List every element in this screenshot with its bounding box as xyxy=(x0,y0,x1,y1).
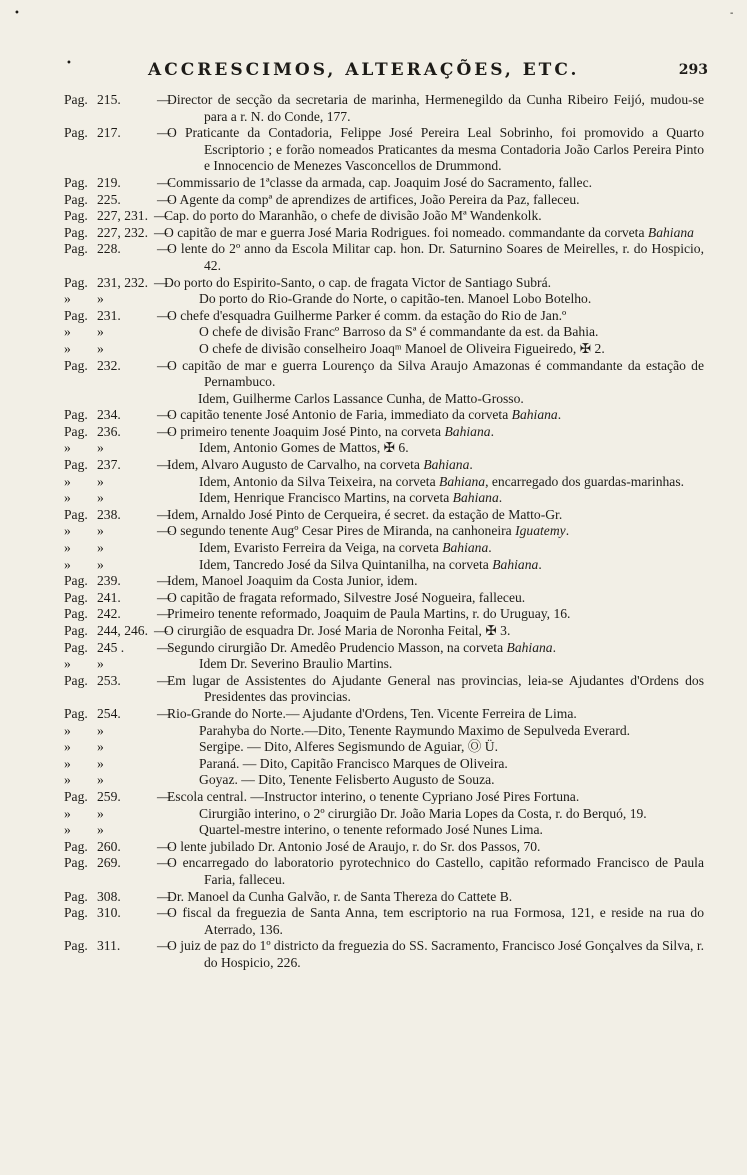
ship-name: Iguatemy xyxy=(515,523,566,539)
page-reference: » xyxy=(97,822,104,838)
entry-text: Do porto do Espirito-Santo, o cap. de fragata Victor de Santiago Subrá. xyxy=(163,274,552,290)
ship-name: Bahiana xyxy=(442,540,489,556)
entry-label: » xyxy=(64,523,71,539)
entry-row xyxy=(64,490,704,507)
entry-row xyxy=(64,822,704,839)
entry-text: O primeiro tenente Joaquim José Pinto, na corveta Bahiana. xyxy=(167,423,494,439)
entry-text: O juiz de paz do 1º districto da freguezia do SS. Sacramento, Francisco José Gonçalves da Silva, r. do Hospicio, 226. xyxy=(167,938,704,970)
entry-row xyxy=(64,225,704,242)
entry-text: Goyaz. — Dito, Tenente Felisberto Augusto de Souza. xyxy=(199,772,495,788)
entry-dash: — xyxy=(157,938,171,954)
entry-row xyxy=(64,175,704,192)
entry-text: Idem, Evaristo Ferreira da Veiga, na corveta Bahiana. xyxy=(199,540,492,556)
entry-dash: — xyxy=(157,241,171,257)
page-reference: 238. xyxy=(97,506,121,522)
page-reference: 245 . xyxy=(97,639,125,655)
page-title: ACCRESCIMOS, ALTERAÇÕES, ETC. xyxy=(148,60,580,80)
entry-text: O cirurgião de esquadra Dr. José Maria de Noronha Feital, ✠ 3. xyxy=(163,623,511,638)
page-number: 293 xyxy=(678,62,708,78)
page-reference: 308. xyxy=(97,888,121,904)
page-reference: » xyxy=(97,805,104,821)
entry-row xyxy=(64,507,704,524)
entry-label: » xyxy=(64,291,71,307)
page-reference: 269. xyxy=(97,855,121,871)
entry-row xyxy=(64,623,704,640)
entry-dash: — xyxy=(157,639,171,655)
page-reference: 219. xyxy=(97,174,121,190)
entry-dash: — xyxy=(157,407,171,423)
entry-dash: — xyxy=(157,457,171,473)
entry-text: Idem, Manoel Joaquim da Costa Junior, idem. xyxy=(167,573,418,589)
entry-dash: — xyxy=(157,672,171,688)
entry-label: » xyxy=(64,805,71,821)
entry-label: » xyxy=(64,490,71,506)
page-reference: » xyxy=(97,523,104,539)
page-reference: » xyxy=(97,490,104,506)
running-header xyxy=(148,60,708,88)
entry-text: O capitão tenente José Antonio de Faria, immediato da corveta Bahiana. xyxy=(167,407,562,423)
entry-row xyxy=(64,573,704,590)
entry-label: Pag. xyxy=(64,125,88,141)
page-reference: » xyxy=(97,324,104,340)
entry-row xyxy=(64,308,704,325)
entry-label: Pag. xyxy=(64,606,88,622)
page-reference: 253. xyxy=(97,672,121,688)
entry-text: O Agente da compª de aprendizes de artifices, João Pereira da Paz, falleceu. xyxy=(167,191,580,207)
entry-row xyxy=(64,806,704,823)
entry-label: Pag. xyxy=(64,92,88,107)
entry-text: Cap. do porto do Maranhão, o chefe de divisão João Mª Wandenkolk. xyxy=(163,208,542,224)
entry-label: Pag. xyxy=(64,573,88,589)
entry-label: Pag. xyxy=(64,623,88,638)
page-reference: 234. xyxy=(97,407,121,423)
entry-label: Pag. xyxy=(64,423,88,439)
page-reference: 232. xyxy=(97,357,121,373)
entry-row xyxy=(64,606,704,623)
entry-label: » xyxy=(64,772,71,788)
entry-row xyxy=(64,208,704,225)
entry-row xyxy=(64,241,704,274)
entry-dash: — xyxy=(153,274,168,290)
entry-row xyxy=(64,291,704,308)
entry-text: Commissario de 1ªclasse da armada, cap. Joaquim José do Sacramento, fallec. xyxy=(167,174,593,190)
entry-row xyxy=(64,905,704,938)
entry-label: Pag. xyxy=(64,307,88,323)
corner-mark: • xyxy=(66,58,72,69)
entry-dash: — xyxy=(153,224,168,240)
entry-row xyxy=(64,723,704,740)
entry-row xyxy=(64,457,704,474)
entry-label: Pag. xyxy=(64,705,88,721)
entry-row xyxy=(64,424,704,441)
page-reference: 242. xyxy=(97,606,121,622)
entry-dash: — xyxy=(157,191,171,207)
entry-text: Idem, Henrique Francisco Martins, na corveta Bahiana. xyxy=(199,490,503,506)
entry-label: » xyxy=(64,473,71,489)
page-reference: 259. xyxy=(97,788,121,804)
entry-text: Do porto do Rio-Grande do Norte, o capitão-ten. Manoel Lobo Botelho. xyxy=(199,291,592,307)
page-reference: 228. xyxy=(97,241,121,257)
page-reference: 239. xyxy=(97,573,121,589)
entry-row xyxy=(64,772,704,789)
entry-text: Idem, Antonio Gomes de Mattos, ✠ 6. xyxy=(199,440,409,456)
entry-text: Rio-Grande do Norte.— Ajudante d'Ordens, Ten. Vicente Ferreira de Lima. xyxy=(167,705,577,721)
entry-text: O segundo tenente Augº Cesar Pires de Miranda, na canhoneira Iguatemy. xyxy=(167,523,570,539)
entry-text: Quartel-mestre interino, o tenente reformado José Nunes Lima. xyxy=(199,822,543,838)
entry-label: » xyxy=(64,340,71,356)
ship-name: Bahiana xyxy=(444,423,491,439)
entry-dash: — xyxy=(157,788,171,804)
entry-text: O chefe de divisão conselheiro Joaqᵐ Manoel de Oliveira Figueiredo, ✠ 2. xyxy=(199,340,605,356)
page-reference: » xyxy=(97,291,104,307)
entry-label: » xyxy=(64,324,71,340)
entry-text: O capitão de mar e guerra José Maria Rodrigues. foi nomeado. commandante da corveta Bahiana xyxy=(163,224,694,240)
entry-label: Pag. xyxy=(64,639,88,655)
entry-label: Pag. xyxy=(64,905,88,921)
page-reference: 237. xyxy=(97,457,121,473)
page-reference: 231, 232. xyxy=(97,274,148,290)
entry-row xyxy=(64,324,704,341)
entry-label: Pag. xyxy=(64,174,88,190)
entry-label: » xyxy=(64,755,71,771)
entry-label: » xyxy=(64,556,71,572)
entry-dash: — xyxy=(157,307,171,323)
page-reference: 231. xyxy=(97,307,121,323)
entry-label: Pag. xyxy=(64,191,88,207)
entry-dash: — xyxy=(153,208,168,224)
entry-text: O chefe de divisão Francº Barroso da Sª é commandante da est. da Bahia. xyxy=(199,324,599,340)
page-reference: » xyxy=(97,540,104,556)
entry-label: Pag. xyxy=(64,457,88,473)
entry-dash: — xyxy=(157,573,171,589)
entry-text: O Praticante da Contadoria, Felippe José Pereira Leal Sobrinho, foi promovido a Quarto Escriptorio ; e forão nomeados Praticantes da mesma Contadoria João Carlos Pereira Pinto e Innocencio de Menezes Vasconcellos de Drummond. xyxy=(167,125,704,174)
entry-text: Idem, Arnaldo José Pinto de Cerqueira, é secret. da estação de Matto-Gr. xyxy=(167,506,563,522)
page-reference: » xyxy=(97,739,104,755)
entry-dash: — xyxy=(157,705,171,721)
entry-label: Pag. xyxy=(64,855,88,871)
entry-row xyxy=(64,275,704,292)
entry-dash: — xyxy=(157,174,171,190)
entry-row xyxy=(64,938,704,971)
entry-label: » xyxy=(64,656,71,672)
entry-list xyxy=(64,92,704,971)
page-reference: 311. xyxy=(97,938,121,954)
page-reference: » xyxy=(97,340,104,356)
ship-name: Bahiana xyxy=(511,407,558,423)
entry-text: O fiscal da freguezia de Santa Anna, tem escriptorio na rua Formosa, 121, e reside na rua do Aterrado, 136. xyxy=(167,905,704,937)
entry-text: Primeiro tenente reformado, Joaquim de Paula Martins, r. do Uruguay, 16. xyxy=(167,606,571,622)
ship-name: Bahiana xyxy=(452,490,499,506)
entry-row xyxy=(64,341,704,358)
entry-text: Idem, Guilherme Carlos Lassance Cunha, de Matto-Grosso. xyxy=(198,390,524,406)
entry-label: Pag. xyxy=(64,888,88,904)
page-reference: 225. xyxy=(97,191,121,207)
ship-name: Bahiana xyxy=(492,556,539,572)
page-reference: 244, 246. xyxy=(97,623,148,638)
entry-row xyxy=(64,839,704,856)
entry-label: » xyxy=(64,440,71,456)
page-reference: » xyxy=(97,722,104,738)
entry-row xyxy=(64,540,704,557)
entry-text: Dr. Manoel da Cunha Galvão, r. de Santa Thereza do Cattete B. xyxy=(167,888,513,904)
entry-dash: — xyxy=(157,506,171,522)
entry-dash: — xyxy=(157,838,171,854)
entry-label: Pag. xyxy=(64,274,88,290)
entry-dash: — xyxy=(157,888,171,904)
entry-text: Segundo cirurgião Dr. Amedêo Prudencio Masson, na corveta Bahiana. xyxy=(167,639,557,655)
entry-row xyxy=(64,192,704,209)
page-reference: 260. xyxy=(97,838,121,854)
page-reference: 241. xyxy=(97,589,121,605)
page-reference: » xyxy=(97,755,104,771)
page-reference: » xyxy=(97,556,104,572)
entry-row xyxy=(64,440,704,457)
ship-name: Bahiana xyxy=(439,473,486,489)
entry-row xyxy=(64,640,704,657)
entry-row xyxy=(64,407,704,424)
entry-text: Em lugar de Assistentes do Ajudante General nas provincias, leia-se Ajudantes d'Ordens dos Presidentes das provincias. xyxy=(167,672,704,705)
entry-dash: — xyxy=(157,92,171,107)
entry-label: » xyxy=(64,540,71,556)
entry-row xyxy=(64,590,704,607)
entry-label: Pag. xyxy=(64,208,88,224)
entry-text: Paraná. — Dito, Capitão Francisco Marques de Oliveira. xyxy=(199,755,508,771)
entry-row xyxy=(64,756,704,773)
entry-text: O chefe d'esquadra Guilherme Parker é comm. da estação do Rio de Jan.º xyxy=(167,307,567,323)
entry-label: Pag. xyxy=(64,357,88,373)
entry-row xyxy=(64,739,704,756)
entry-row xyxy=(64,92,704,125)
ship-name: Bahiana xyxy=(506,639,553,655)
entry-dash: — xyxy=(157,855,171,871)
corner-mark: • xyxy=(14,8,20,19)
entry-dash: — xyxy=(153,623,168,638)
entry-dash: — xyxy=(157,589,171,605)
corner-mark: - xyxy=(730,8,734,19)
entry-row xyxy=(64,474,704,491)
entry-label: Pag. xyxy=(64,407,88,423)
entry-label: » xyxy=(64,822,71,838)
entry-label: Pag. xyxy=(64,506,88,522)
entry-row xyxy=(64,358,704,391)
page-reference: 227, 232. xyxy=(97,224,148,240)
entry-text: Sergipe. — Dito, Alferes Segismundo de Aguiar, Ⓞ Ü. xyxy=(199,739,498,755)
entry-label: Pag. xyxy=(64,938,88,954)
entry-dash: — xyxy=(157,125,171,141)
page-reference: 215. xyxy=(97,92,121,107)
entry-dash: — xyxy=(157,606,171,622)
page-reference: » xyxy=(97,656,104,672)
entry-text: O encarregado do laboratorio pyrotechnico do Castello, capitão reformado Francisco de Paula Faria, falleceu. xyxy=(167,855,704,887)
page-reference: » xyxy=(97,440,104,456)
entry-label: Pag. xyxy=(64,589,88,605)
ship-name: Bahiana xyxy=(423,457,470,473)
entry-row xyxy=(64,889,704,906)
entry-row xyxy=(64,523,704,540)
entry-label: Pag. xyxy=(64,224,88,240)
entry-row xyxy=(64,673,704,706)
entry-text: Idem, Tancredo José da Silva Quintanilha, na corveta Bahiana. xyxy=(199,556,542,572)
entry-label: Pag. xyxy=(64,672,88,688)
entry-row xyxy=(64,125,704,175)
entry-text: Parahyba do Norte.—Dito, Tenente Raymundo Maximo de Sepulveda Everard. xyxy=(199,722,631,738)
entry-dash: — xyxy=(157,357,171,373)
entry-dash: — xyxy=(157,423,171,439)
entry-text: O capitão de fragata reformado, Silvestre José Nogueira, falleceu. xyxy=(167,589,526,605)
entry-label: Pag. xyxy=(64,241,88,257)
page-reference: 254. xyxy=(97,705,121,721)
entry-text: O capitão de mar e guerra Lourenço da Silva Araujo Amazonas é commandante da estação de Pernambuco. xyxy=(167,357,704,390)
entry-text: Idem Dr. Severino Braulio Martins. xyxy=(199,656,393,672)
entry-label: Pag. xyxy=(64,788,88,804)
entry-text: Escola central. —Instructor interino, o tenente Cypriano José Pires Fortuna. xyxy=(167,788,580,804)
page-reference: 310. xyxy=(97,905,121,921)
entry-label: » xyxy=(64,739,71,755)
page-reference: 236. xyxy=(97,423,121,439)
entry-label: Pag. xyxy=(64,838,88,854)
page-reference: 217. xyxy=(97,125,121,141)
ship-name: Bahiana xyxy=(647,224,694,240)
entry-text: Cirurgião interino, o 2º cirurgião Dr. João Maria Lopes da Costa, r. do Berquó, 19. xyxy=(199,805,647,821)
entry-row xyxy=(64,656,704,673)
entry-text: O lente do 2º anno da Escola Militar cap. hon. Dr. Saturnino Soares de Meirelles, r. do Hospicio, 42. xyxy=(167,241,704,273)
entry-text: Idem, Antonio da Silva Teixeira, na corveta Bahiana, encarregado dos guardas-marinhas. xyxy=(199,473,685,489)
page-reference: 227, 231. xyxy=(97,208,148,224)
entry-row xyxy=(64,789,704,806)
entry-row xyxy=(64,557,704,574)
page-reference: » xyxy=(97,473,104,489)
entry-dash: — xyxy=(157,905,171,921)
entry-row xyxy=(64,706,704,723)
entry-row xyxy=(64,391,704,408)
entry-text: Director de secção da secretaria de marinha, Hermenegildo da Cunha Ribeiro Feijó, mudou-se para a r. N. do Conde, 177. xyxy=(167,92,704,124)
entry-label: » xyxy=(64,722,71,738)
entry-text: O lente jubilado Dr. Antonio José de Araujo, r. do Sr. dos Passos, 70. xyxy=(167,838,541,854)
entry-row xyxy=(64,855,704,888)
entry-text: Idem, Alvaro Augusto de Carvalho, na corveta Bahiana. xyxy=(167,457,473,473)
entry-dash: — xyxy=(157,523,171,539)
page-reference: » xyxy=(97,772,104,788)
